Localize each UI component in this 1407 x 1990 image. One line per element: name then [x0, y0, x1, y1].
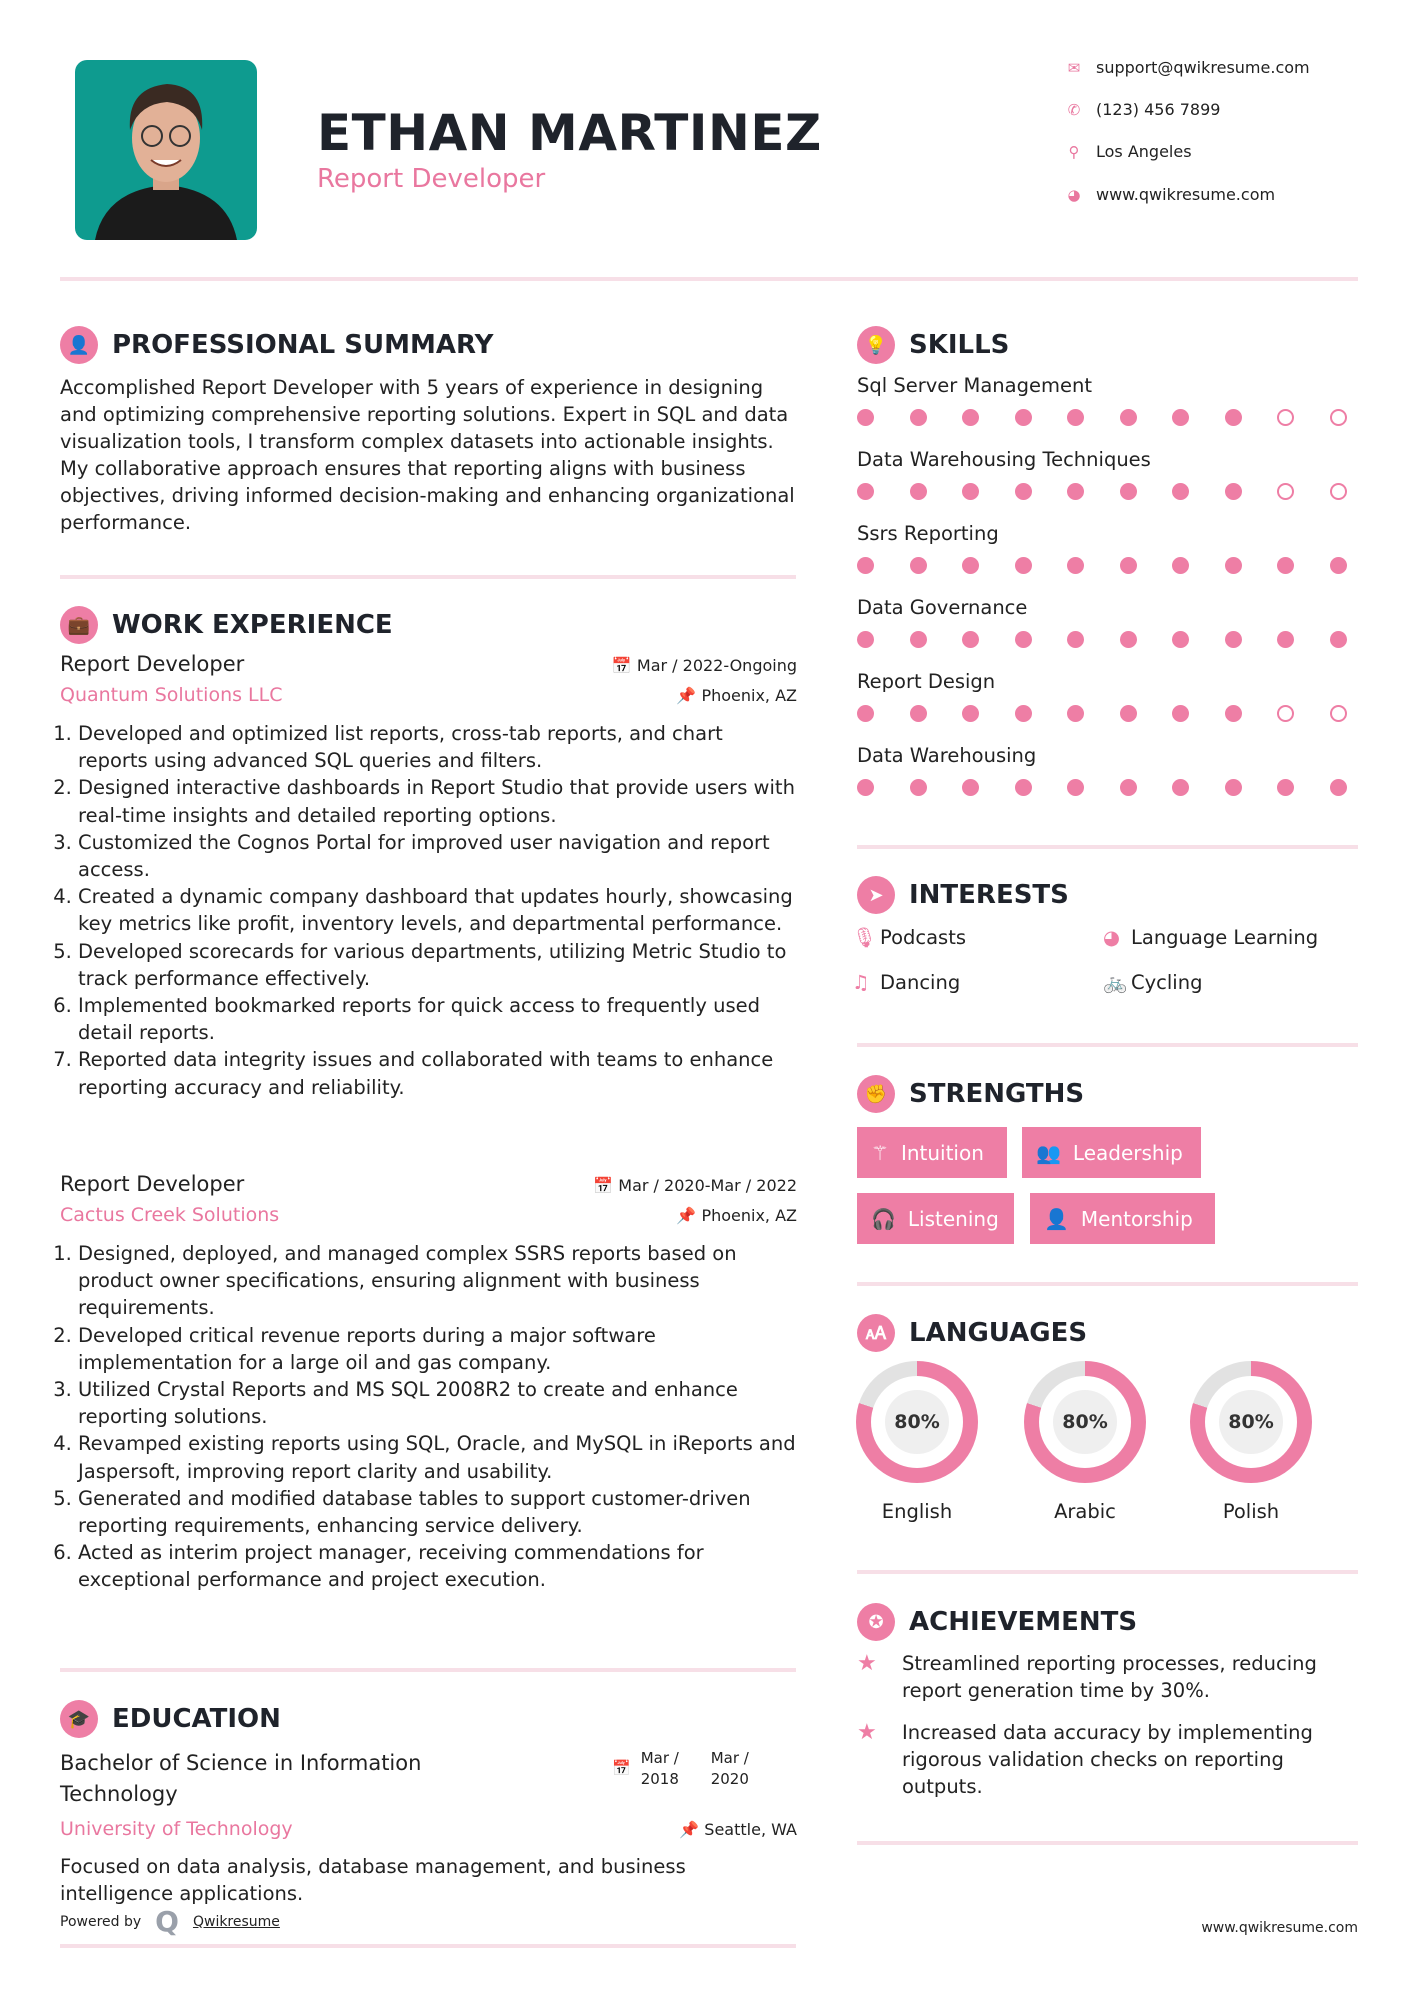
rating-dot-filled	[1067, 631, 1084, 648]
profile-photo	[75, 60, 257, 240]
rating-dot-filled	[910, 779, 927, 796]
section-divider	[857, 1043, 1358, 1047]
summary-text: Accomplished Report Developer with 5 years of experience in designing and optimizing comprehensive reporting solutions. Expert in SQL and data visualization tools, I transform complex datasets into actionable insights. My collaborative approach ensures that reporting aligns with business objectives, driving informed decision-making and enhancing organizational performance.	[60, 376, 795, 534]
section-divider	[857, 845, 1358, 849]
skill-item	[857, 522, 1357, 596]
skill-rating	[857, 557, 1347, 574]
language-progress-ring	[856, 1361, 978, 1483]
bicycle-icon: 🚲	[1103, 971, 1128, 994]
job-title: Report Developer	[60, 652, 245, 676]
phone-icon: ✆	[1067, 100, 1081, 119]
achievements-heading	[857, 1603, 1137, 1641]
rating-dot-filled	[857, 409, 874, 426]
rating-dot-empty	[1277, 409, 1294, 426]
skill-name: Data Governance	[857, 596, 1028, 619]
responsibility-item: 5. Generated and modified database tables to support customer-driven reporting requirements, enhancing service delivery.	[78, 1485, 797, 1539]
strength-chip	[857, 1193, 1014, 1244]
summary-heading	[60, 326, 493, 364]
company-name: Cactus Creek Solutions	[60, 1204, 280, 1226]
job-location	[676, 686, 797, 705]
powered-by-label: Powered by	[60, 1913, 142, 1930]
rating-dot-filled	[1120, 631, 1137, 648]
section-title: SKILLS	[909, 330, 1010, 360]
language-percent: 80%	[885, 1390, 949, 1454]
responsibility-item: 5. Developed scorecards for various departments, utilizing Metric Studio to track performance effectively.	[78, 938, 797, 992]
rating-dot-filled	[1120, 705, 1137, 722]
education-school-row	[60, 1818, 797, 1840]
section-title: STRENGTHS	[909, 1079, 1085, 1109]
skill-name: Data Warehousing Techniques	[857, 448, 1151, 471]
mail-icon: ✉	[1067, 58, 1081, 77]
responsibility-item: 2. Designed interactive dashboards in Report Studio that provide users with real-time insights and detailed reporting options.	[78, 774, 797, 828]
calendar-icon: 📅	[611, 656, 637, 675]
responsibility-item: 2. Developed critical revenue reports during a major software implementation for a large oil and gas company.	[78, 1322, 797, 1376]
star-icon: ★	[857, 1651, 877, 1676]
rating-dot-filled	[1067, 557, 1084, 574]
interest-item	[1103, 926, 1318, 949]
skill-name: Report Design	[857, 670, 996, 693]
skill-rating	[857, 779, 1347, 796]
qwikresume-link[interactable]: Qwikresume	[192, 1913, 280, 1930]
rating-dot-filled	[1330, 631, 1347, 648]
responsibility-item: 1. Designed, deployed, and managed complex SSRS reports based on product owner specifications, ensuring alignment with business requirements.	[78, 1240, 797, 1322]
contact-text: (123) 456 7899	[1096, 100, 1221, 119]
pushpin-icon: 📌	[679, 1820, 705, 1839]
ring-inner	[871, 1376, 963, 1468]
section-title: PROFESSIONAL SUMMARY	[112, 330, 494, 360]
interest-item	[852, 926, 966, 949]
rating-dot-filled	[1067, 409, 1084, 426]
strength-label: Listening	[907, 1206, 999, 1231]
header-divider	[60, 277, 1358, 281]
contact-text: Los Angeles	[1096, 142, 1192, 161]
strength-chip	[1022, 1127, 1201, 1178]
magic-wand-icon: ⚚	[871, 1140, 889, 1165]
rating-dot-empty	[1277, 705, 1294, 722]
contact-email[interactable]	[1060, 58, 1360, 77]
strength-label: Intuition	[900, 1140, 984, 1165]
user-plus-icon: 👤	[1044, 1206, 1069, 1231]
section-title: INTERESTS	[909, 880, 1069, 910]
rating-dot-filled	[1277, 631, 1294, 648]
rating-dot-empty	[1330, 705, 1347, 722]
job-entry	[60, 652, 797, 1101]
language-name: Arabic	[1054, 1500, 1116, 1523]
job-title: Report Developer	[60, 1172, 245, 1196]
rating-dot-filled	[910, 557, 927, 574]
responsibility-item: 3. Utilized Crystal Reports and MS SQL 2008R2 to create and enhance reporting solutions.	[78, 1376, 797, 1430]
rating-dot-filled	[910, 631, 927, 648]
users-icon: 👥	[1036, 1140, 1061, 1165]
achievement-text: Streamlined reporting processes, reducing report generation time by 30%.	[902, 1652, 1317, 1702]
rating-dot-filled	[1015, 557, 1032, 574]
pushpin-icon: 📌	[676, 686, 702, 705]
section-divider	[857, 1570, 1358, 1574]
experience-heading	[60, 606, 393, 644]
rating-dot-empty	[1277, 483, 1294, 500]
paper-plane-icon: ➤	[857, 876, 895, 914]
rating-dot-filled	[1330, 557, 1347, 574]
language-percent: 80%	[1053, 1390, 1117, 1454]
section-divider	[60, 1944, 796, 1948]
section-title: WORK EXPERIENCE	[112, 610, 393, 640]
rating-dot-filled	[1277, 557, 1294, 574]
responsibility-item: 3. Customized the Cognos Portal for improved user navigation and report access.	[78, 829, 797, 883]
rating-dot-filled	[1172, 557, 1189, 574]
location-pin-icon: ⚲	[1068, 142, 1080, 161]
rating-dot-filled	[857, 483, 874, 500]
job-responsibilities	[60, 720, 797, 1101]
rating-dot-filled	[1225, 779, 1242, 796]
section-title: EDUCATION	[112, 1704, 281, 1734]
company-name: Quantum Solutions LLC	[60, 684, 283, 706]
location-text: Phoenix, AZ	[701, 686, 797, 705]
rating-dot-filled	[910, 409, 927, 426]
skill-rating	[857, 705, 1347, 722]
rating-dot-filled	[857, 631, 874, 648]
responsibility-item: 6. Acted as interim project manager, receiving commendations for exceptional performance and project execution.	[78, 1539, 797, 1593]
skill-rating	[857, 409, 1347, 426]
responsibility-item: 6. Implemented bookmarked reports for quick access to frequently used detail reports.	[78, 992, 797, 1046]
rating-dot-filled	[1015, 409, 1032, 426]
education-dates	[612, 1748, 771, 1790]
degree-title: Bachelor of Science in Information Technology	[60, 1751, 422, 1806]
rating-dot-filled	[962, 631, 979, 648]
skill-item	[857, 374, 1357, 448]
graduate-icon: 🎓	[60, 1700, 98, 1738]
rating-dot-filled	[857, 557, 874, 574]
responsibility-item: 1. Developed and optimized list reports, cross-tab reports, and chart reports using advanced SQL queries and filters.	[78, 720, 797, 774]
rating-dot-filled	[1330, 779, 1347, 796]
skill-item	[857, 596, 1357, 670]
rating-dot-filled	[962, 779, 979, 796]
skill-name: Data Warehousing	[857, 744, 1037, 767]
rating-dot-filled	[1015, 779, 1032, 796]
strength-chip	[857, 1127, 1007, 1178]
strength-chip	[1030, 1193, 1215, 1244]
rating-dot-filled	[1120, 483, 1137, 500]
rating-dot-filled	[1225, 409, 1242, 426]
rating-dot-filled	[910, 483, 927, 500]
language-name: English	[881, 1500, 953, 1523]
skill-name: Sql Server Management	[857, 374, 1092, 397]
rating-dot-filled	[1225, 705, 1242, 722]
rating-dot-filled	[1015, 631, 1032, 648]
end-date: Mar / 2020	[710, 1749, 749, 1788]
dates-text: Mar / 2020-Mar / 2022	[618, 1176, 797, 1195]
location-text: Seattle, WA	[704, 1820, 797, 1839]
skill-item	[857, 670, 1357, 744]
strength-label: Mentorship	[1080, 1206, 1193, 1231]
interest-label: Podcasts	[880, 926, 967, 949]
contact-text: support@qwikresume.com	[1096, 58, 1310, 77]
rating-dot-filled	[1172, 409, 1189, 426]
job-location	[676, 1206, 797, 1225]
rating-dot-filled	[1172, 705, 1189, 722]
person-avatar-icon	[75, 60, 257, 240]
interest-label: Language Learning	[1131, 926, 1319, 949]
language-name: Polish	[1222, 1500, 1280, 1523]
rating-dot-filled	[1120, 779, 1137, 796]
rating-dot-filled	[1015, 705, 1032, 722]
contact-location	[1060, 142, 1360, 161]
language-progress-ring	[1024, 1361, 1146, 1483]
candidate-name: ETHAN MARTINEZ	[317, 104, 822, 162]
dates-text: Mar / 2022-Ongoing	[636, 656, 797, 675]
rating-dot-filled	[857, 705, 874, 722]
rating-dot-filled	[1120, 409, 1137, 426]
candidate-title: Report Developer	[317, 164, 546, 194]
interests-heading	[857, 876, 1069, 914]
rating-dot-filled	[1172, 779, 1189, 796]
interest-item	[852, 971, 960, 994]
user-icon: 👤	[60, 326, 98, 364]
education-description: Focused on data analysis, database management, and business intelligence applications.	[60, 1855, 686, 1905]
section-title: ACHIEVEMENTS	[909, 1607, 1138, 1637]
qwikresume-logo-icon: Q	[155, 1905, 179, 1938]
job-dates	[612, 656, 797, 675]
section-title: LANGUAGES	[909, 1318, 1088, 1348]
globe-icon: ◕	[1103, 926, 1121, 949]
strengths-heading	[857, 1075, 1084, 1113]
school-location	[679, 1820, 797, 1839]
responsibility-item: 4. Created a dynamic company dashboard that updates hourly, showcasing key metrics like profit, inventory levels, and departmental performance.	[78, 883, 797, 937]
ring-inner	[1039, 1376, 1131, 1468]
rating-dot-filled	[857, 779, 874, 796]
responsibility-item: 7. Reported data integrity issues and collaborated with teams to enhance reporting accuracy and reliability.	[78, 1046, 797, 1100]
rating-dot-filled	[910, 705, 927, 722]
skills-list	[857, 374, 1357, 818]
contact-website[interactable]	[1060, 185, 1360, 204]
rating-dot-filled	[1172, 483, 1189, 500]
translate-icon: 🗚	[857, 1314, 895, 1352]
education-heading	[60, 1700, 281, 1738]
achievement-item	[857, 1719, 1362, 1800]
calendar-icon: 📅	[593, 1176, 619, 1195]
strength-label: Leadership	[1072, 1140, 1183, 1165]
rating-dot-filled	[1015, 483, 1032, 500]
contact-phone[interactable]	[1060, 100, 1360, 119]
job-responsibilities	[60, 1240, 797, 1594]
skill-item	[857, 744, 1357, 818]
achievement-text: Increased data accuracy by implementing rigorous validation checks on reporting outputs.	[902, 1721, 1313, 1798]
start-date: Mar / 2018	[640, 1749, 679, 1788]
rating-dot-filled	[1225, 557, 1242, 574]
skill-item	[857, 448, 1357, 522]
responsibility-item: 4. Revamped existing reports using SQL, Oracle, and MySQL in iReports and Jaspersoft, improving report clarity and usability.	[78, 1430, 797, 1484]
interest-label: Dancing	[880, 971, 961, 994]
rating-dot-filled	[1067, 483, 1084, 500]
lightbulb-icon: 💡	[857, 326, 895, 364]
rating-dot-filled	[962, 483, 979, 500]
achievement-item	[857, 1650, 1362, 1704]
rating-dot-filled	[1225, 631, 1242, 648]
award-icon: ✪	[857, 1603, 895, 1641]
rating-dot-filled	[1067, 779, 1084, 796]
skills-heading	[857, 326, 1009, 364]
microphone-icon: 🎙	[852, 926, 877, 949]
headphones-icon: 🎧	[871, 1206, 896, 1231]
fist-icon: ✊	[857, 1075, 895, 1113]
globe-icon: ◕	[1067, 185, 1081, 204]
school-name: University of Technology	[60, 1818, 293, 1840]
rating-dot-filled	[1067, 705, 1084, 722]
calendar-icon: 📅	[612, 1759, 631, 1777]
rating-dot-filled	[1172, 631, 1189, 648]
languages-heading	[857, 1314, 1087, 1352]
job-entry	[60, 1172, 797, 1594]
section-divider	[60, 1668, 796, 1672]
footer-website[interactable]: www.qwikresume.com	[1201, 1920, 1358, 1936]
contact-text: www.qwikresume.com	[1096, 185, 1276, 204]
language-percent: 80%	[1219, 1390, 1283, 1454]
rating-dot-empty	[1330, 409, 1347, 426]
powered-by	[60, 1905, 280, 1938]
ring-inner	[1205, 1376, 1297, 1468]
section-divider	[857, 1282, 1358, 1286]
star-icon: ★	[857, 1720, 877, 1745]
location-text: Phoenix, AZ	[701, 1206, 797, 1225]
interest-item	[1103, 971, 1202, 994]
rating-dot-filled	[1120, 557, 1137, 574]
music-note-icon: ♫	[852, 971, 870, 994]
briefcase-icon: 💼	[60, 606, 98, 644]
interest-label: Cycling	[1131, 971, 1203, 994]
rating-dot-filled	[1225, 483, 1242, 500]
skill-rating	[857, 631, 1347, 648]
rating-dot-filled	[962, 409, 979, 426]
rating-dot-empty	[1330, 483, 1347, 500]
pushpin-icon: 📌	[676, 1206, 702, 1225]
section-divider	[857, 1841, 1358, 1845]
skill-name: Ssrs Reporting	[857, 522, 999, 545]
rating-dot-filled	[962, 705, 979, 722]
section-divider	[60, 575, 796, 579]
rating-dot-filled	[962, 557, 979, 574]
job-dates	[593, 1176, 797, 1195]
skill-rating	[857, 483, 1347, 500]
language-progress-ring	[1190, 1361, 1312, 1483]
rating-dot-filled	[1277, 779, 1294, 796]
